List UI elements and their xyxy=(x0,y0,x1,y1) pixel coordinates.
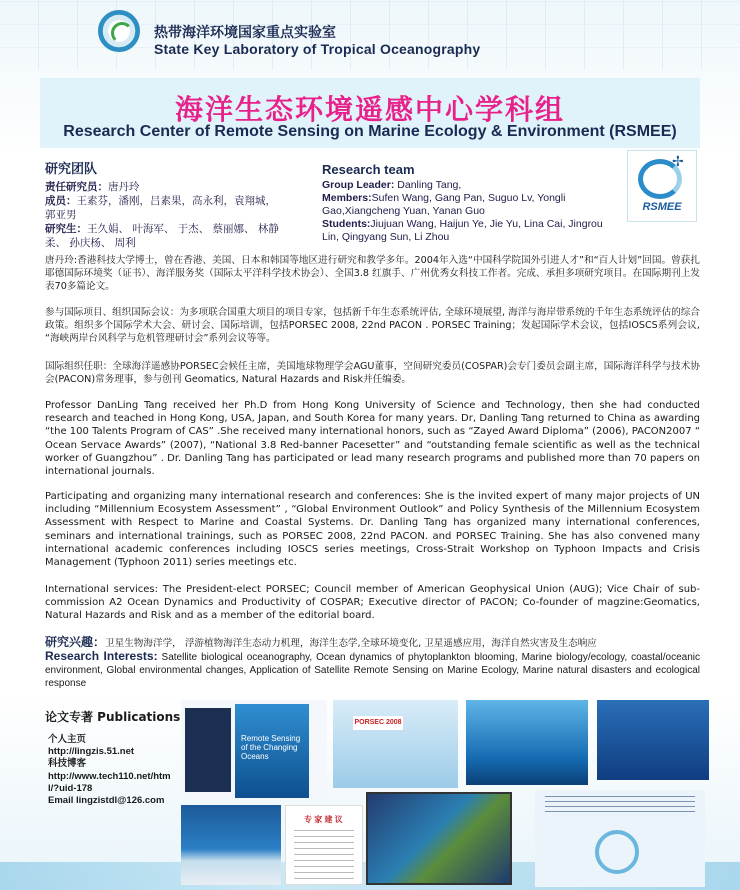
book-cover-image xyxy=(235,704,309,798)
lab-header xyxy=(98,8,518,58)
interests-en xyxy=(45,650,700,690)
interests-text-cn: 卫星生物海洋学， 浮游植物海洋生态动力机理，海洋生态学,全球环境变化, 卫星遥感应用，海洋自然灾害及生态响应 xyxy=(105,638,597,649)
book-cover-porsec xyxy=(333,700,458,788)
research-team-cn xyxy=(45,163,285,250)
research-interests xyxy=(45,636,700,690)
members-list-en: Sufen Wang, Gang Pan, Suguo Lv, Yongli Gao,Xiangcheng Yuan, Yanan Guo xyxy=(322,192,566,217)
team-members-cn xyxy=(45,194,285,222)
bio-paragraph-cn: 唐丹玲:香港科技大学博士，曾在香港、美国、日本和韩国等地区进行研究和教学多年。2004年入选“中国科学院国外引进人才”和“百人计划”回国。曾获扎耶德国际环境奖（证书）、海洋服务奖（国际太平洋科学技术协会）、全国3.8 红旗手、广州优秀女科技工作者。完成、承担多项研究项目。在国际期刊上发表70多篇论文。 xyxy=(45,255,700,293)
members-list-cn: 王素芬，潘刚，吕素果，高永利，袁翔城，郭亚男 xyxy=(45,195,276,221)
blog-label: 科技博客 xyxy=(48,758,87,770)
book-cover-remote-sensing xyxy=(181,700,327,800)
book-cover-seascape xyxy=(181,805,281,885)
members-label-cn: 成员： xyxy=(45,195,77,207)
team-students-en xyxy=(322,218,612,244)
satellite-map-image xyxy=(366,792,512,885)
team-students-cn xyxy=(45,222,285,250)
services-paragraph-en: International services: The President-elect PORSEC; Council member of American Geophysical Union (AUG); Vice Chair of sub-commission A2 Ocean Dynamics and Productivity of COSPAR; Executive director of PACON; Co-founder of magzine:Geomatics, Natural Hazards and Risk and as a member of the editorial board. xyxy=(45,584,700,622)
interests-label-cn: 研究兴趣： xyxy=(45,635,106,649)
title-cn: 海洋生态环境遥感中心学科组 xyxy=(174,93,565,126)
students-label-cn: 研究生： xyxy=(45,223,87,235)
projects-paragraph-cn: 参与国际项目、组织国际会议：为多项联合国重大项目的项目专家，包括新千年生态系统评估, 全球环境展望, 海洋与海岸带系统的千年生态系统评估的综合政策。组织多个国际学术大会、研讨会、国际培训，包括PORSEC 2008, 22nd PACON . PORSEC Training；发起国际学术会议，包括IOSCS系列会议, “海峡两岸台风科学与危机管理研讨会”系列会议等等。 xyxy=(45,307,700,345)
team-members-en xyxy=(322,192,612,218)
services-paragraph-cn: 国际组织任职：全球海洋遥感协PORSEC会候任主席，美国地球物理学会AGU董事，空间研究委员(COSPAR)会专门委员会副主席，国际海洋科学与技术协会(PACON)常务理事，参与创刊 Geomatics, Natural Hazards and Risk并任编委。 xyxy=(45,361,700,386)
lab-logo-icon xyxy=(98,10,140,52)
team-leader-cn xyxy=(45,180,285,194)
text-lines-decoration xyxy=(294,830,354,880)
book-cover-expert-advice xyxy=(285,805,363,885)
report-logo-icon xyxy=(595,830,639,874)
team-heading-en: Research team xyxy=(322,162,415,177)
research-team-en xyxy=(322,163,612,244)
projects-paragraph-en: Participating and organizing many international research and conferences: She is the invited expert of many major projects of UN including “Millennium Ecosystem Assessment” , “Global Environment Outlook” and Policy Synthesis of the Millennium Ecosystem Assessment with Respect to Marine and Coastal Systems. Dr. Danling Tang has organized many international conferences, seminars and international trainings, such as PORSEC 2008, 22nd PACON. and PORSEC Training. She has also convened many international academic conferences including IOSCS series meetings, Cross-Strait Workshop on Typhoon Impacts and Crisis Management (Typhoon 2011) series meetings etc. xyxy=(45,491,700,569)
book1-title: Remote Sensing of the Changing Oceans xyxy=(241,734,301,761)
leader-name-en: Danling Tang, xyxy=(397,179,462,191)
team-leader-en xyxy=(322,179,612,192)
book6-label: 专 家 建 议 xyxy=(304,815,343,824)
bio-paragraph-en: Professor DanLing Tang received her Ph.D from Hong Kong University of Science and Technology, then she had conducted research and teached in Hong Kong, USA, Japan, and South Korea for many years. Dr, Danling Tang returned to China as awarding “the 100 Talents Program of CAS” .She received many international honors, such as “Zayed Award Diploma” (2006), PACON2007 “ Ocean Servace Awards” (2007), “National 3.8 Red-banner Pacesetter” and “outstanding female scientific as well as the technical worker of Guangzhou” . Dr. Danling Tang has participated or lead many research programs and published more than 70 papers on international journals. xyxy=(45,400,700,478)
title-en: Research Center of Remote Sensing on Marine Ecology & Environment (RSMEE) xyxy=(63,123,677,140)
book-cover-ioscs xyxy=(466,700,588,785)
homepage-label: 个人主页 xyxy=(48,734,87,745)
students-label-en: Students: xyxy=(322,218,371,230)
book-cover-rsmee-report xyxy=(535,790,705,887)
students-list-en: Jiujuan Wang, Haijun Ye, Jie Yu, Lina Cai, Jingrou Lin, Qingyang Sun, Li Zhou xyxy=(322,218,603,243)
members-label-en: Members: xyxy=(322,192,372,204)
interests-cn xyxy=(45,636,700,650)
team-heading-cn: 研究团队 xyxy=(45,162,98,177)
rsmee-logo xyxy=(627,150,697,222)
homepage-link[interactable]: http://lingzis.51.net xyxy=(48,746,135,758)
blog-link[interactable]: http://www.tech110.net/html/?uid-178 xyxy=(48,770,171,794)
publications-title: 论文专著 Publications xyxy=(45,710,181,724)
book2-label: PORSEC 2008 xyxy=(353,716,403,730)
report-title-lines xyxy=(545,796,695,814)
leader-label-cn: 责任研究员： xyxy=(45,181,108,193)
book-cover-typhoon xyxy=(597,700,709,780)
email-link[interactable]: Email lingzistdl@126.com xyxy=(48,795,165,807)
leader-label-en: Group Leader: xyxy=(322,179,395,191)
leader-name-cn: 唐丹玲 xyxy=(108,181,140,193)
lab-name-cn: 热带海洋环境国家重点实验室 xyxy=(154,25,336,41)
contact-info xyxy=(48,734,176,807)
rsmee-logo-text: RSMEE xyxy=(642,201,682,213)
lab-name-en: State Key Laboratory of Tropical Oceanography xyxy=(154,41,481,57)
satellite-icon: ✢ xyxy=(672,153,684,169)
students-list-cn: 王久娟、 叶海军、 于杰、 蔡丽娜、 林静柔、 孙庆杨、 周利 xyxy=(45,223,279,249)
book-spine-image xyxy=(185,708,231,792)
interests-text-en: Satellite biological oceanography, Ocean dynamics of phytoplankton blooming, Marine biology/ecology, coastal/oceanic environment, Global environmental changes, Application of Satellite Remote Sensing on Marine Ecology, Marine natural disasters and ecological response xyxy=(45,652,700,689)
interests-label-en: Research Interests: xyxy=(45,649,158,663)
title-banner xyxy=(40,78,700,148)
